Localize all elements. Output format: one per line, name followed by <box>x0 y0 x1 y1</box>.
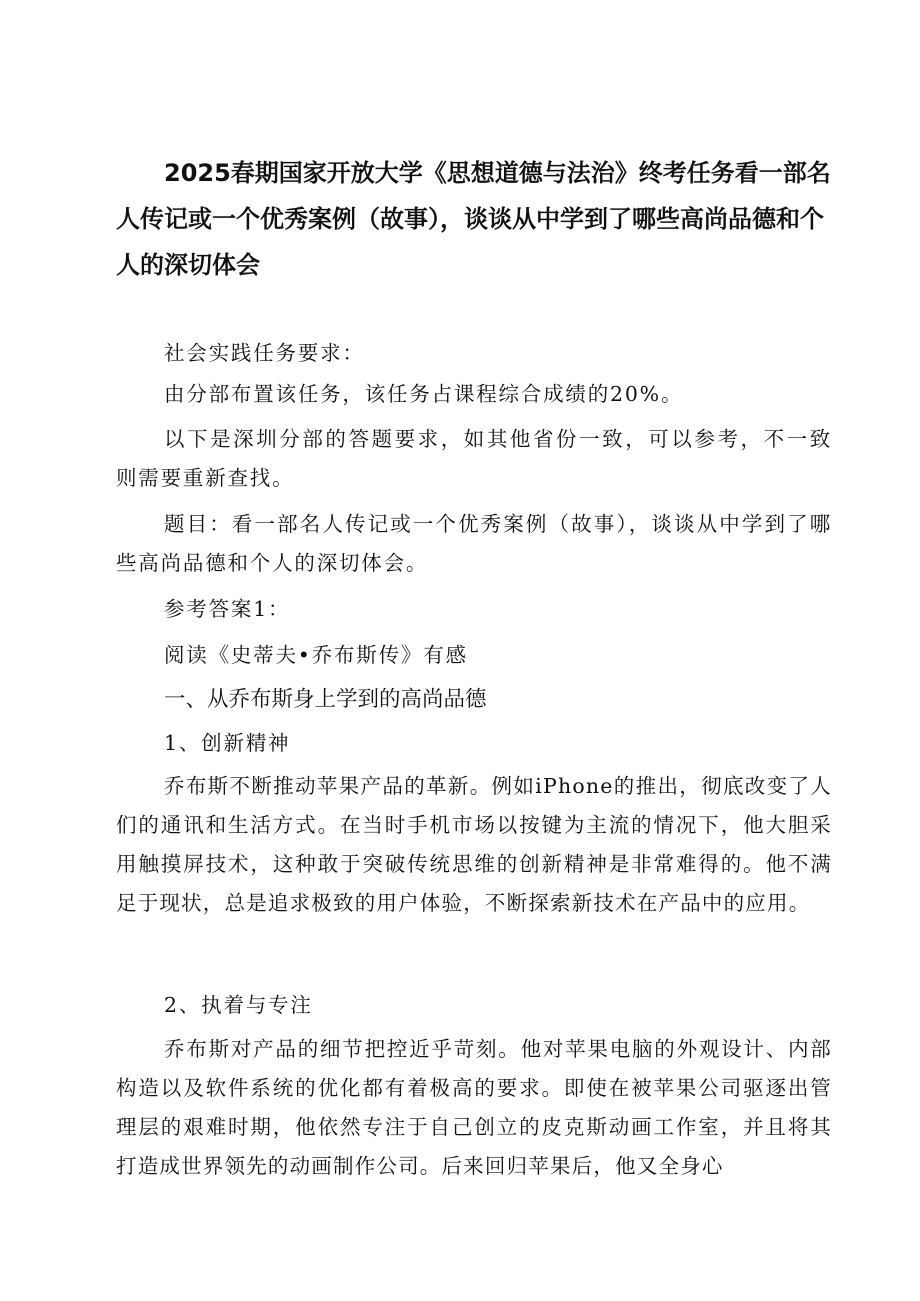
point-2-body: 乔布斯对产品的细节把控近乎苛刻。他对苹果电脑的外观设计、内部构造以及软件系统的优化都有着极高的要求。即使在被苹果公司驱逐出管理层的艰难时期，他依然专注于自己创立的皮克斯动画工作室，并且将其打造成世界领先的动画制作公司。后来回归苹果后，他又全身心 <box>116 1037 832 1178</box>
weight-paragraph: 由分部布置该任务，该任务占课程综合成绩的20%。 <box>164 382 684 406</box>
point-1-body: 乔布斯不断推动苹果产品的革新。例如iPhone的推出，彻底改变了人们的通讯和生活方式。在当时手机市场以按键为主流的情况下，他大胆采用触摸屏技术，这种敢于突破传统思维的创新精神是非常难得的。他不满足于现状，总是追求极致的用户体验，不断探索新技术在产品中的应用。 <box>116 774 832 915</box>
requirements-label: 社会实践任务要求： <box>164 341 365 365</box>
section-heading: 一、从乔布斯身上学到的高尚品德 <box>164 687 487 712</box>
reference-answer-label: 参考答案1： <box>164 597 291 621</box>
shenzhen-note-paragraph: 以下是深圳分部的答题要求，如其他省份一致，可以参考，不一致则需要重新查找。 <box>116 427 832 490</box>
question-paragraph: 题目：看一部名人传记或一个优秀案例（故事），谈谈从中学到了哪些高尚品德和个人的深切体会。 <box>116 512 832 575</box>
point-2-title: 2、执着与专注 <box>164 993 313 1017</box>
book-title-line: 阅读《史蒂夫•乔布斯传》有感 <box>164 643 468 667</box>
document-title: 2025春期国家开放大学《思想道德与法治》终考任务看一部名人传记或一个优秀案例（故事），谈谈从中学到了哪些高尚品德和个人的深切体会 <box>116 159 831 279</box>
point-1-title: 1、创新精神 <box>164 731 291 755</box>
